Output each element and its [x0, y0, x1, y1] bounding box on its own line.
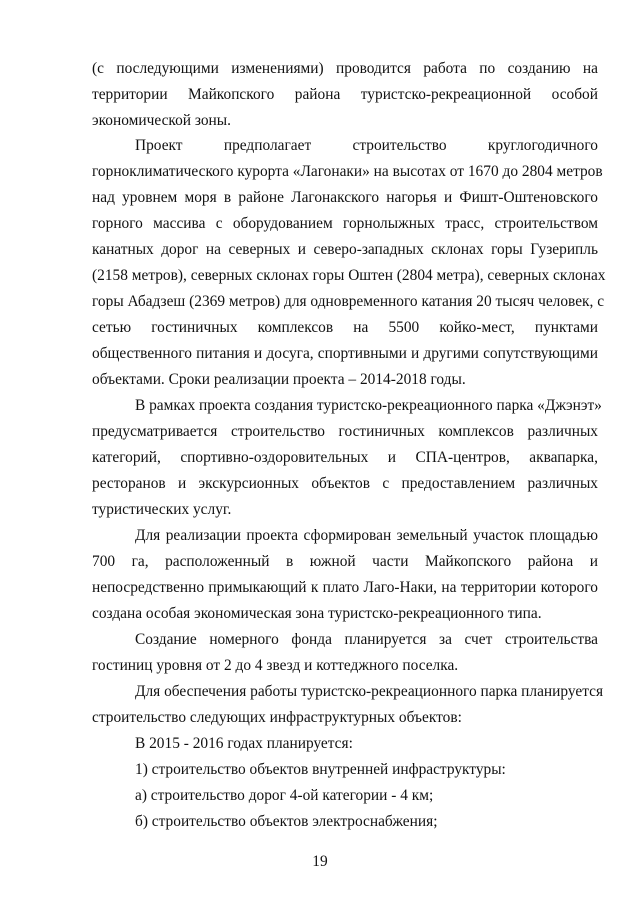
text-line: территории Майкопского района туристско-рекреационной особой: [92, 86, 598, 103]
text-line: сетью гостиничных комплексов на 5500 койко-мест, пунктами: [92, 319, 598, 336]
text-line: экономической зоны.: [92, 112, 231, 129]
text-line: горноклиматического курорта «Лагонаки» на высотах от 1670 до 2804 метров: [92, 163, 603, 180]
text-line: объектами. Сроки реализации проекта – 2014-2018 годы.: [92, 371, 466, 388]
text-line: гостиниц уровня от 2 до 4 звезд и коттеджного поселка.: [92, 657, 459, 674]
text-line: Проект предполагает строительство круглогодичного: [135, 137, 598, 154]
text-line: (с последующими изменениями) проводится работа по созданию на: [92, 60, 598, 77]
text-line: туристических услуг.: [92, 501, 232, 518]
text-line: (2158 метров), северных склонах горы Оштен (2804 метра), северных склонах: [92, 267, 606, 284]
text-line: общественного питания и досуга, спортивными и другими сопутствующими: [92, 345, 598, 362]
list-item: б) строительство объектов электроснабжения;: [135, 813, 438, 830]
text-line: предусматривается строительство гостиничных комплексов различных: [92, 423, 598, 440]
text-line: категорий, спортивно-оздоровительных и СПА-центров, аквапарка,: [92, 449, 598, 466]
text-line: Для реализации проекта сформирован земельный участок площадью: [135, 527, 598, 544]
text-line: 700 га, расположенный в южной части Майкопского района и: [92, 553, 598, 570]
text-line: горы Абадзеш (2369 метров) для одновременного катания 20 тысяч человек, с: [92, 293, 605, 310]
text-line: создана особая экономическая зона туристско-рекреационного типа.: [92, 605, 542, 622]
text-line: над уровнем моря в районе Лагонакского нагорья и Фишт-Оштеновского: [92, 189, 598, 206]
text-line: непосредственно примыкающий к плато Лаго-Наки, на территории которого: [92, 579, 598, 596]
text-line: Для обеспечения работы туристско-рекреационного парка планируется: [135, 683, 604, 700]
text-line: строительство следующих инфраструктурных объектов:: [92, 709, 462, 726]
text-line: канатных дорог на северных и северо-западных склонах горы Гузерипль: [92, 241, 598, 258]
text-line: В 2015 - 2016 годах планируется:: [135, 735, 353, 752]
list-item: а) строительство дорог 4-ой категории - 4 км;: [135, 787, 434, 804]
page-number: 19: [312, 853, 328, 870]
text-line: ресторанов и экскурсионных объектов с предоставлением различных: [92, 475, 598, 492]
list-item: 1) строительство объектов внутренней инфраструктуры:: [135, 761, 506, 778]
text-line: горного массива с оборудованием горнолыжных трасс, строительством: [92, 215, 598, 232]
text-line: Создание номерного фонда планируется за счет строительства: [135, 631, 598, 648]
text-line: В рамках проекта создания туристско-рекреационного парка «Джэнэт»: [135, 397, 602, 414]
